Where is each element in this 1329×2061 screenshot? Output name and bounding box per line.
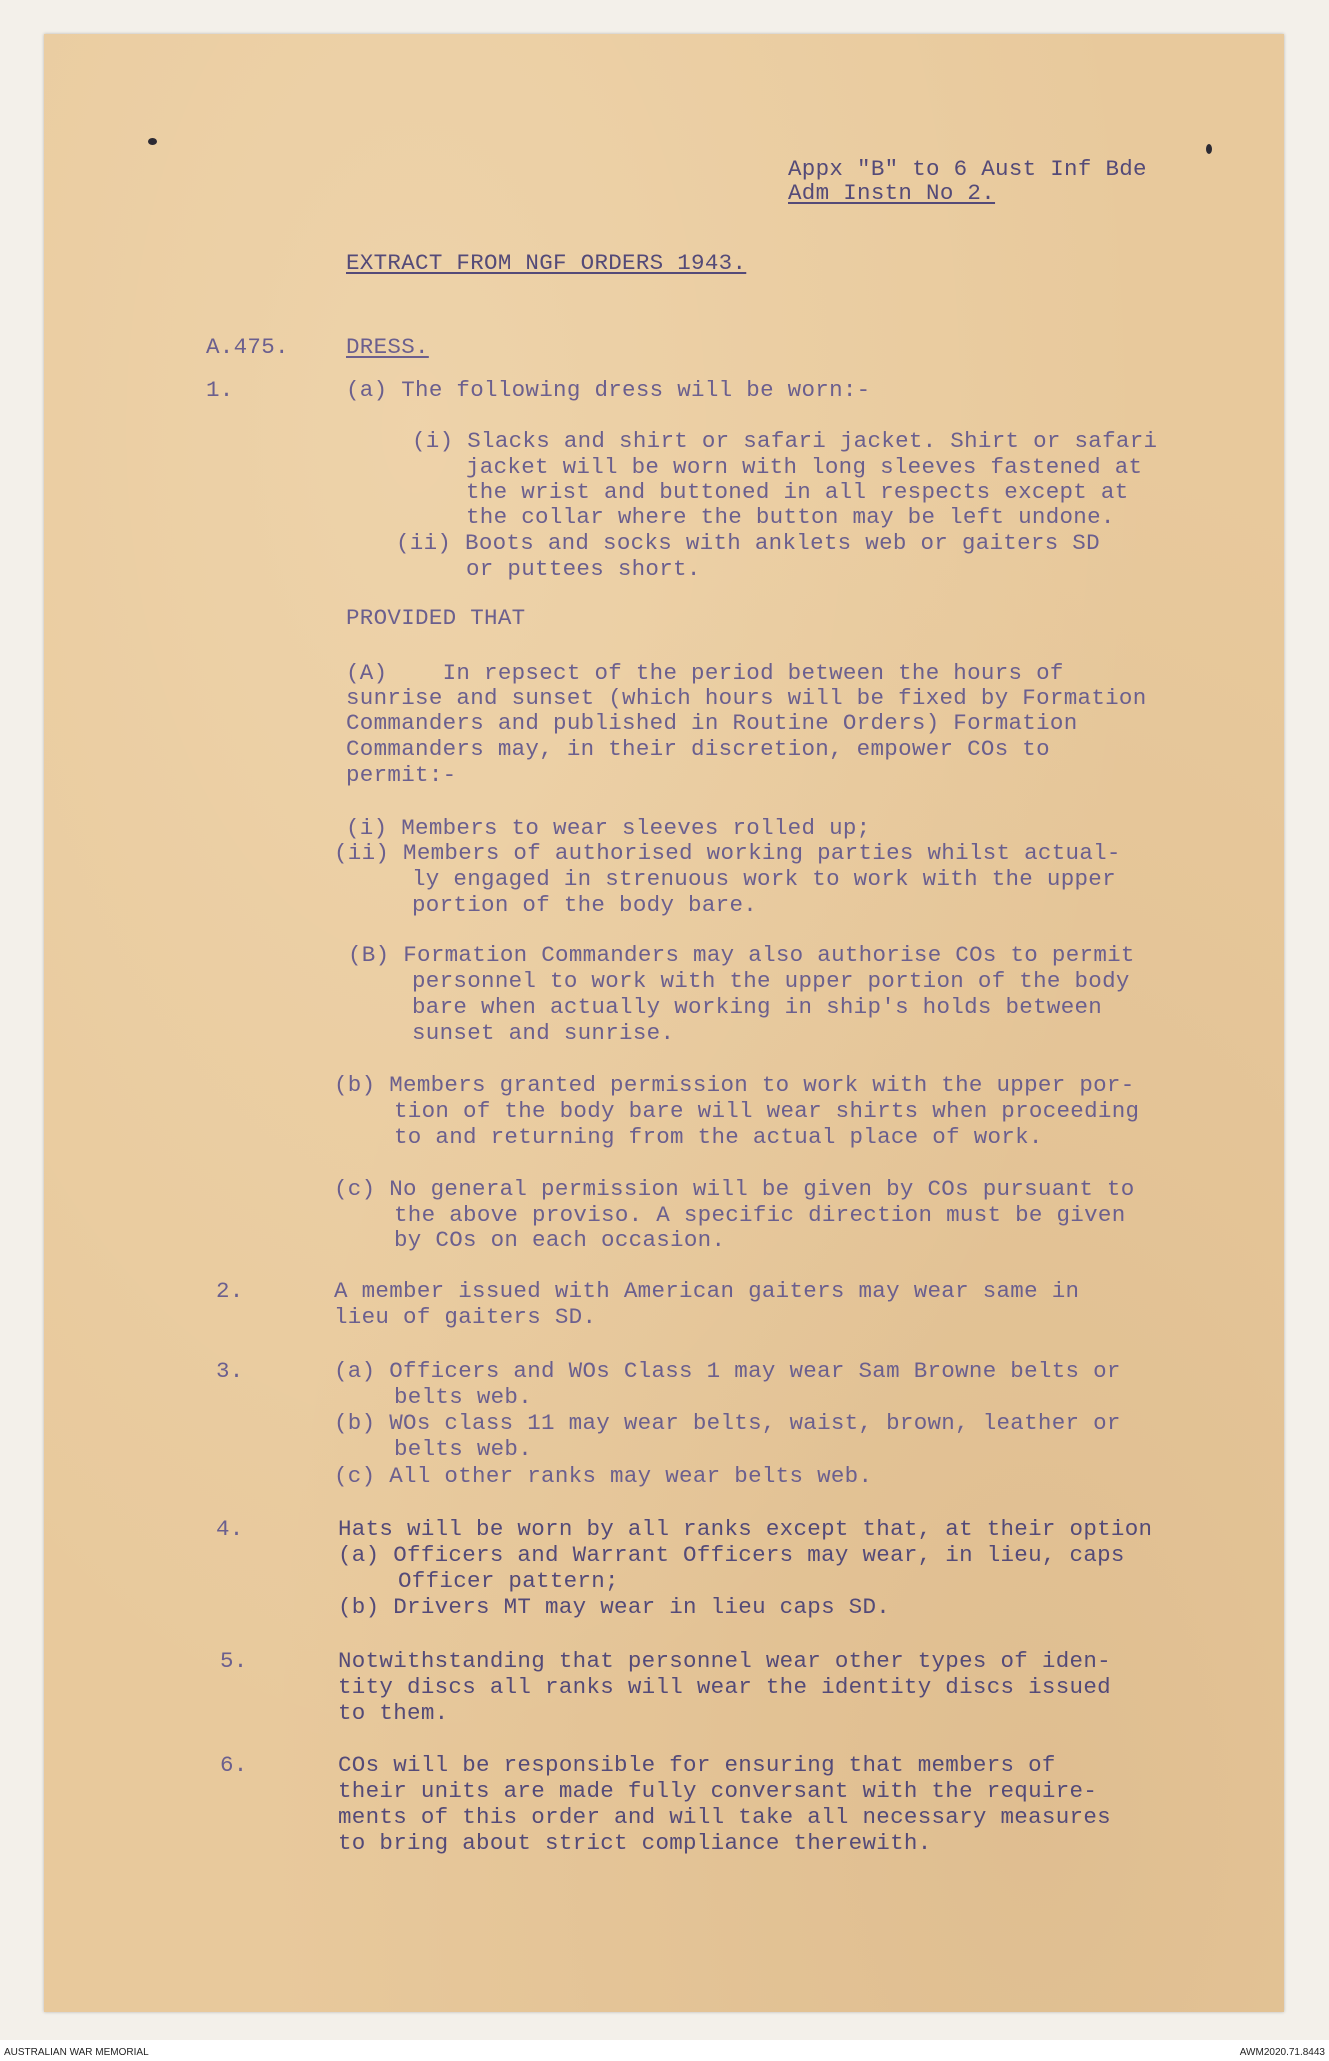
para-3c: (c) All other ranks may wear belts web. — [334, 1463, 873, 1489]
para-1-ii-line2: or puttees short. — [466, 556, 701, 582]
para-1-ii-line1: (ii) Boots and socks with anklets web or gaiters SD — [396, 530, 1100, 556]
para-6-line3: ments of this order and will take all necessary measures — [338, 1804, 1111, 1830]
proviso-A-ii-line3: portion of the body bare. — [412, 892, 758, 918]
para-4a-line2: Officer pattern; — [398, 1568, 619, 1594]
proviso-A-line1: (A) In repsect of the period between the hours of — [346, 660, 1064, 686]
proviso-A-ii-line1: (ii) Members of authorised working parties whilst actual- — [334, 840, 1121, 866]
para-number-2: 2. — [216, 1278, 244, 1304]
proviso-B-line2: personnel to work with the upper portion of the body — [412, 968, 1130, 994]
proviso-A-line5: permit:- — [346, 762, 457, 788]
para-1-i-line4: the collar where the button may be left undone. — [466, 504, 1115, 530]
para-2-line1: A member issued with American gaiters may wear same in — [334, 1278, 1080, 1304]
proviso-A-line4: Commanders may, in their discretion, empower COs to — [346, 736, 1050, 762]
para-number-4: 4. — [216, 1516, 244, 1542]
para-1-i-line2: jacket will be worn with long sleeves fastened at — [466, 454, 1143, 480]
para-1b-line2: tion of the body bare will wear shirts when proceeding — [394, 1098, 1140, 1124]
ink-speck-left — [148, 138, 157, 145]
document-title: EXTRACT FROM NGF ORDERS 1943. — [346, 250, 747, 276]
para-1-i-line3: the wrist and buttoned in all respects except at — [466, 479, 1129, 505]
para-1b-line3: to and returning from the actual place of work. — [394, 1124, 1043, 1150]
para-number-6: 6. — [220, 1752, 248, 1778]
proviso-A-line2: sunrise and sunset (which hours will be fixed by Formation — [346, 685, 1147, 711]
para-5-line3: to them. — [338, 1700, 449, 1726]
para-3a-line1: (a) Officers and WOs Class 1 may wear Sam Browne belts or — [334, 1358, 1121, 1384]
proviso-A-i: (i) Members to wear sleeves rolled up; — [346, 815, 871, 841]
proviso-A-line3: Commanders and published in Routine Orders) Formation — [346, 710, 1078, 736]
proviso-B-line1: (B) Formation Commanders may also authorise COs to permit — [348, 942, 1135, 968]
para-1c-line1: (c) No general permission will be given by COs pursuant to — [334, 1176, 1135, 1202]
para-4b: (b) Drivers MT may wear in lieu caps SD. — [338, 1594, 891, 1620]
ink-speck-right — [1206, 144, 1212, 154]
para-1b-line1: (b) Members granted permission to work with the upper por- — [334, 1072, 1135, 1098]
para-5-line2: tity discs all ranks will wear the identity discs issued — [338, 1674, 1111, 1700]
para-6-line1: COs will be responsible for ensuring that members of — [338, 1752, 1056, 1778]
para-5-line1: Notwithstanding that personnel wear other types of iden- — [338, 1648, 1111, 1674]
section-heading: DRESS. — [346, 334, 429, 360]
para-1a: (a) The following dress will be worn:- — [346, 377, 871, 403]
footer-bar — [0, 2040, 1329, 2061]
reference-line-1: Appx "B" to 6 Aust Inf Bde — [788, 156, 1147, 182]
para-4a-line1: (a) Officers and Warrant Officers may wear, in lieu, caps — [338, 1542, 1125, 1568]
proviso-B-line3: bare when actually working in ship's holds between — [412, 994, 1103, 1020]
para-3b-line1: (b) WOs class 11 may wear belts, waist, brown, leather or — [334, 1410, 1121, 1436]
proviso-B-line4: sunset and sunrise. — [412, 1020, 675, 1046]
para-6-line4: to bring about strict compliance therewith. — [338, 1830, 932, 1856]
para-number-1: 1. — [206, 377, 234, 403]
para-number-5: 5. — [220, 1648, 248, 1674]
para-2-line2: lieu of gaiters SD. — [334, 1304, 597, 1330]
para-3a-line2: belts web. — [394, 1384, 533, 1410]
proviso-A-ii-line2: ly engaged in strenuous work to work with the upper — [412, 866, 1116, 892]
footer-credit: AUSTRALIAN WAR MEMORIAL — [4, 2047, 149, 2058]
footer-accession-number: AWM2020.71.8443 — [1239, 2047, 1325, 2058]
para-3b-line2: belts web. — [394, 1436, 533, 1462]
para-4-line1: Hats will be worn by all ranks except that, at their option — [338, 1516, 1153, 1542]
provided-that: PROVIDED THAT — [346, 605, 526, 631]
para-1-i-line1: (i) Slacks and shirt or safari jacket. Shirt or safari — [412, 428, 1158, 454]
section-number: A.475. — [206, 334, 289, 360]
reference-line-2: Adm Instn No 2. — [788, 180, 996, 206]
para-1c-line2: the above proviso. A specific direction must be given — [394, 1202, 1126, 1228]
para-6-line2: their units are made fully conversant with the require- — [338, 1778, 1098, 1804]
para-number-3: 3. — [216, 1358, 244, 1384]
para-1c-line3: by COs on each occasion. — [394, 1227, 726, 1253]
